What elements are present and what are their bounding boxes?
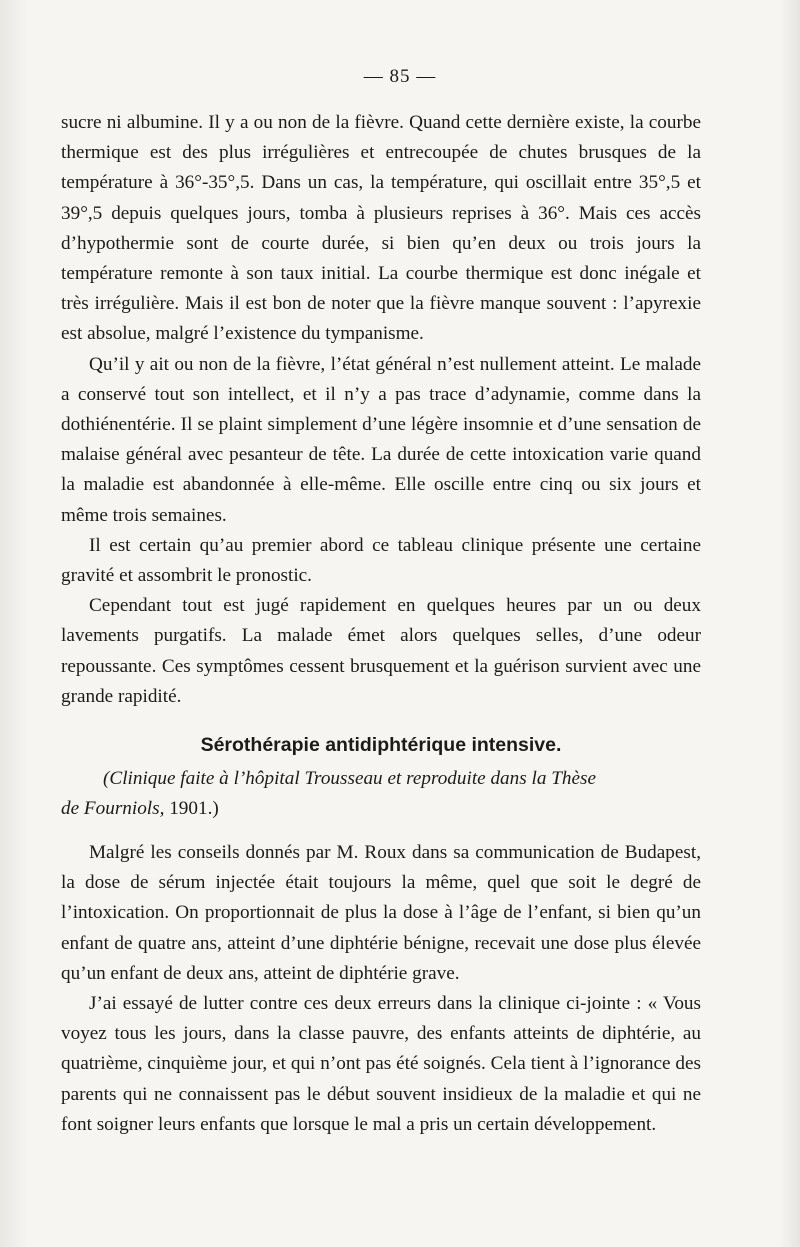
section-title: Sérothérapie antidiphtérique intensive. xyxy=(200,734,562,757)
section-subtitle-year: 1901.) xyxy=(169,798,219,820)
spacer xyxy=(61,824,701,838)
paragraph-prognosis: Il est certain qu’au premier abord ce tableau clinique présente une certaine gravité et assombrit le pronostic. xyxy=(61,534,701,587)
paragraph-general-state: Qu’il y ait ou non de la fièvre, l’état général n’est nullement atteint. Le malade a conservé tout son intellect, et il n’y a pas trace d’adynamie, comme dans la dothiénentérie. Il se plaint simplement d’une légère insomnie et d’une sensation de malaise général avec pesanteur de tête. La durée de cette intoxication varie quand la maladie est abandonnée à elle-même. Elle oscille entre cinq ou six jours et même trois semaines. xyxy=(61,353,701,526)
section-subtitle-line1: (Clinique faite à l’hôpital Trousseau et reproduite dans la Thèse xyxy=(103,768,596,790)
paragraph-serum-dose: Malgré les conseils donnés par M. Roux dans sa communication de Budapest, la dose de sérum injectée était toujours la même, quel que soit le degré de l’intoxication. On proportionnait de plus la dose à l’âge de l’enfant, si bien qu’un enfant de quatre ans, atteint d’une diphtérie bénigne, recevait une dose plus élevée qu’un enfant de deux ans, atteint de diphtérie grave. xyxy=(61,842,701,984)
body-text xyxy=(61,108,701,1140)
paragraph-clinic-quote: J’ai essayé de lutter contre ces deux erreurs dans la clinique ci-jointe : « Vous voyez tous les jours, dans la classe pauvre, des enfants atteints de diphtérie, au quatrième, cinquième jour, et qui n’ont pas été soignés. Cela tient à l’ignorance des parents qui ne connaissent pas le début souvent insidieux de la maladie et qui ne font soigner leurs enfants que lorsque le mal a pris un certain développement. xyxy=(61,993,701,1135)
paragraph-treatment: Cependant tout est jugé rapidement en quelques heures par un ou deux lavements purgatifs. La malade émet alors quelques selles, d’une odeur repoussante. Ces symptômes cessent brusquement et la guérison survient avec une grande rapidité. xyxy=(61,595,701,707)
paragraph-fever: sucre ni albumine. Il y a ou non de la fièvre. Quand cette dernière existe, la courbe thermique est des plus irrégulières et entrecoupée de chutes brusques de la température à 36°-35°,5. Dans un cas, la température, qui oscillait entre 35°,5 et 39°,5 depuis quelques jours, tomba à plusieurs reprises à 36°. Mais ces accès d’hypothermie sont de courte durée, si bien qu’en deux ou trois jours la température remonte à son taux initial. La courbe thermique est donc inégale et très irrégulière. Mais il est bon de noter que la fièvre manque souvent : l’apyrexie est absolue, malgré l’existence du tympanisme. xyxy=(61,112,701,345)
section-subtitle-line2 xyxy=(61,794,701,824)
section-subtitle-author: de Fourniols, xyxy=(61,798,165,820)
page-number: — 85 — xyxy=(363,66,437,87)
